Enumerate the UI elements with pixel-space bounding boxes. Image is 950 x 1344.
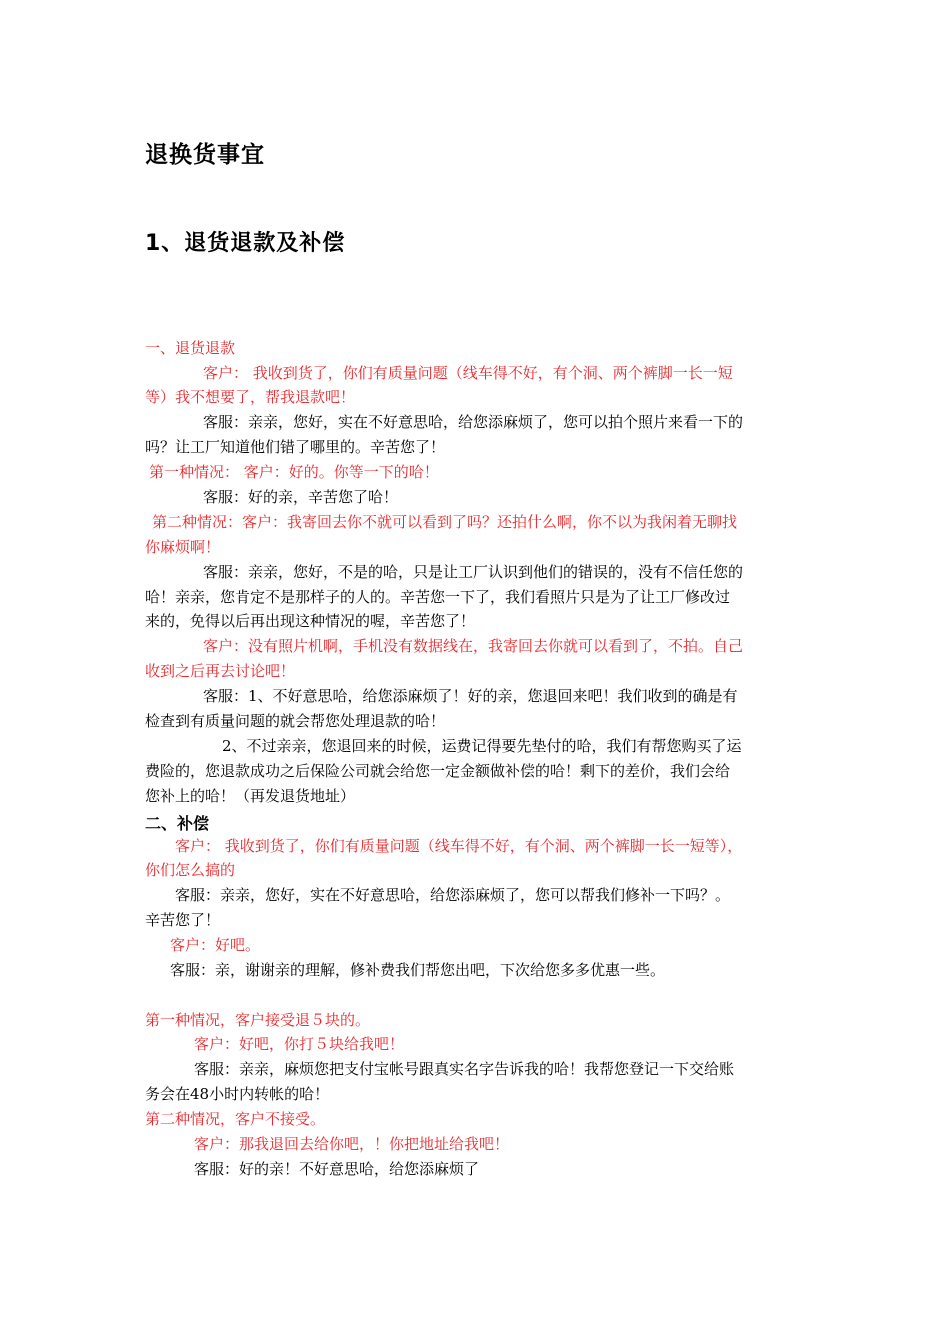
service-line: 吗？让工厂知道他们错了哪里的。辛苦您了！	[145, 438, 446, 456]
service-line: 客服：亲亲，您好，实在不好意思哈，给您添麻烦了，您可以帮我们修补一下吗？。	[175, 886, 731, 904]
service-line: 客服：亲亲，您好，不是的哈，只是让工厂认识到他们的错误的，没有不信任您的	[203, 563, 744, 581]
service-line: 检查到有质量问题的就会帮您处理退款的哈！	[145, 712, 446, 730]
case-line: 第一种情况，客户接受退５块的。	[145, 1011, 371, 1029]
document-title: 退换货事宜	[145, 142, 265, 168]
service-line: 客服：亲亲，您好，实在不好意思哈，给您添麻烦了，您可以拍个照片来看一下的	[203, 413, 744, 431]
customer-line: 客户：好吧。	[170, 936, 261, 954]
customer-line: 你们怎么搞的	[145, 861, 236, 879]
service-line: 客服：好的亲，辛苦您了哈！	[203, 488, 399, 506]
customer-line: 收到之后再去讨论吧！	[145, 662, 296, 680]
case-line: 第一种情况： 客户：好的。你等一下的哈！	[149, 463, 439, 481]
customer-line: 客户： 我收到货了，你们有质量问题（线车得不好，有个洞、两个裤脚一长一短等），	[175, 837, 743, 855]
service-line: 客服：亲，谢谢亲的理解，修补费我们帮您出吧，下次给您多多优惠一些。	[170, 961, 666, 979]
service-line: 来的，免得以后再出现这种情况的喔，辛苦您了！	[145, 612, 476, 630]
part1-heading: 一、退货退款	[145, 339, 236, 357]
service-line: 客服：1、不好意思哈，给您添麻烦了！好的亲，您退回来吧！我们收到的确是有	[203, 687, 738, 705]
service-line: 辛苦您了！	[145, 911, 221, 929]
service-line: 哈！亲亲，您肯定不是那样子的人的。辛苦您一下了，我们看照片只是为了让工厂修改过	[145, 588, 731, 606]
service-line: 客服：好的亲！不好意思哈，给您添麻烦了	[194, 1160, 480, 1178]
section-heading: 1、退货退款及补偿	[145, 231, 346, 256]
service-line: 客服：亲亲，麻烦您把支付宝帐号跟真实名字告诉我的哈！我帮您登记一下交给账	[194, 1060, 735, 1078]
case-line: 第二种情况：客户：我寄回去你不就可以看到了吗？还拍什么啊，你不以为我闲着无聊找	[152, 513, 738, 531]
service-line: 务会在48小时内转帐的哈！	[145, 1085, 330, 1103]
customer-line: 客户：好吧，你打５块给我吧！	[194, 1035, 405, 1053]
service-line: 费险的，您退款成功之后保险公司就会给您一定金额做补偿的哈！剩下的差价，我们会给	[145, 762, 731, 780]
service-line: 2、不过亲亲，您退回来的时候，运费记得要先垫付的哈，我们有帮您购买了运	[222, 737, 742, 755]
customer-line: 等）我不想要了，帮我退款吧！	[145, 388, 356, 406]
part2-heading: 二、补偿	[145, 814, 210, 833]
customer-line: 客户：那我退回去给你吧，！你把地址给我吧！	[194, 1135, 510, 1153]
case-line: 你麻烦啊！	[145, 538, 221, 556]
case-line: 第二种情况，客户不接受。	[145, 1110, 326, 1128]
customer-line: 客户： 我收到货了，你们有质量问题（线车得不好，有个洞、两个裤脚一长一短	[203, 364, 733, 382]
customer-line: 客户：没有照片机啊，手机没有数据线在，我寄回去你就可以看到了，不拍。自己	[203, 637, 744, 655]
service-line: 您补上的哈！（再发退货地址）	[145, 787, 356, 805]
